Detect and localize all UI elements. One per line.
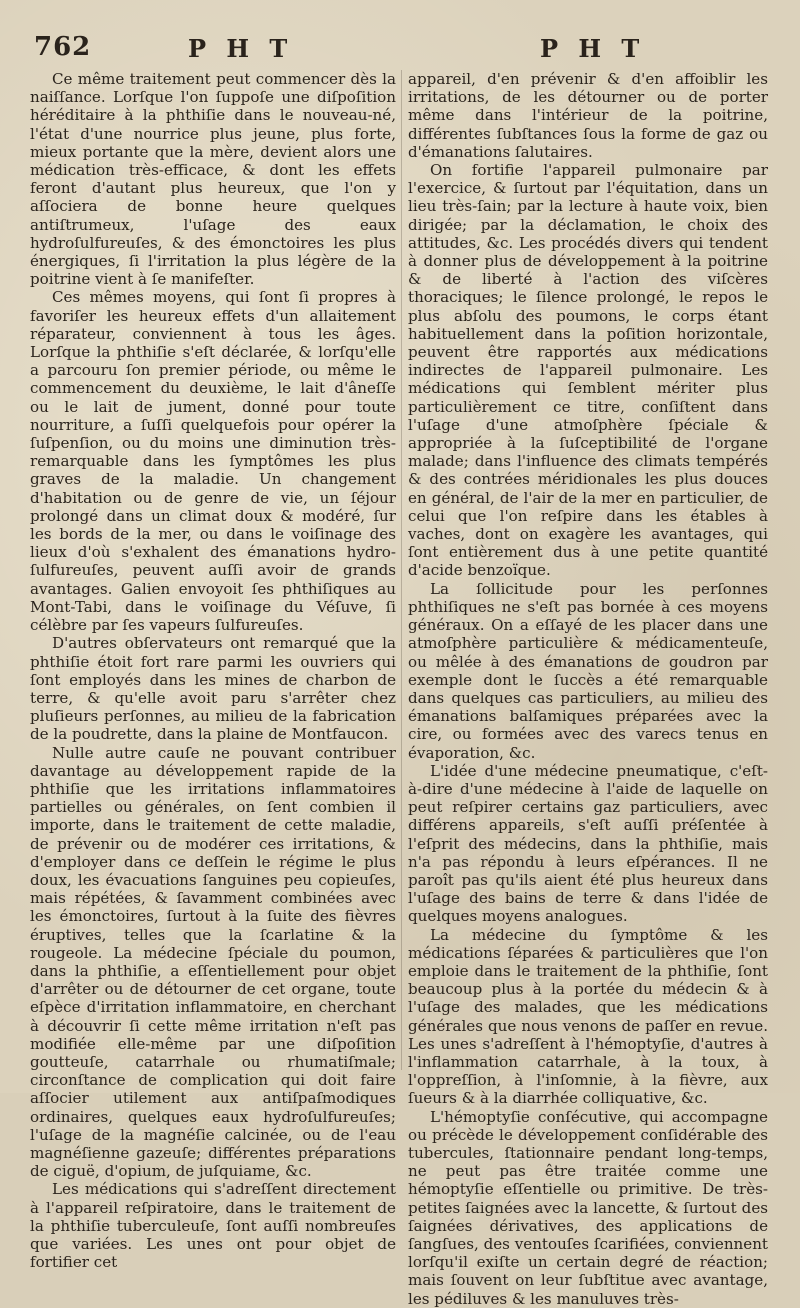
paragraph: appareil, d'en prévenir & d'en affoiblir les irritations, de les détourner ou de porter même dans l'intérieur de la poitrine, différentes ſubſtances ſous la forme de gaz ou d'émanations ſalutaires. bbox=[408, 70, 768, 161]
page-header bbox=[0, 28, 800, 68]
paragraph: La médecine du ſymptôme & les médications ſéparées & particulières que l'on emploie dans le traitement de la phthiſie, ſont beaucoup plus à la portée du médecin & à l'uſage des malades, que les médications générales que nous venons de paſſer en revue. Les unes s'adreſſent à l'hémoptyſie, d'autres à l'inflammation catarrhale, à la toux, à l'oppreſſion, à l'inſomnie, à la fièvre, aux ſueurs & à la diarrhée colliquative, &c. bbox=[408, 925, 768, 1108]
paragraph: La ſollicitude pour les perſonnes phthiſiques ne s'eſt pas bornée à ces moyens généraux. On a eſſayé de les placer dans une atmoſphère particulière & médicamenteuſe, ou mêlée à des émanations de goudron par exemple dont le ſuccès a été remarquable dans quelques cas particuliers, au milieu des émanations balſamiques préparées avec la cire, ou formées avec des varecs tenus en évaporation, &c. bbox=[408, 579, 768, 762]
column-divider bbox=[401, 70, 402, 1070]
paragraph: D'autres obſervateurs ont remarqué que la phthiſie étoit fort rare parmi les ouvriers qui ſont employés dans les mines de charbon de terre, & qu'elle avoit paru s'arrêter chez pluſieurs perſonnes, au milieu de la fabrication de la poudrette, dans la plaine de Montfaucon. bbox=[30, 634, 396, 744]
paragraph: Nulle autre cauſe ne pouvant contribuer davantage au développement rapide de la phthiſie que les irritations inflammatoires partielles ou générales, on ſent combien il importe, dans le traitement de cette maladie, de prévenir ou de modérer ces irritations, & d'employer dans ce deſſein le régime le plus doux, les évacuations ſanguines peu copieuſes, mais répétées, & ſavamment combinées avec les émonctoires, ſurtout à la ſuite des fièvres éruptives, telles que la ſcarlatine & la rougeole. La médecine ſpéciale du poumon, dans la phthiſie, a eſſentiellement pour objet d'arrêter ou de détourner de cet organe, toute eſpèce d'irritation inflammatoire, en cherchant à découvrir ſi cette même irritation n'eſt pas modifiée elle-même par une diſpoſition goutteuſe, catarrhale ou rhumatiſmale; circonſtance de complication qui doit faire aſſocier utilement aux antiſpaſmodiques ordinaires, quelques eaux hydroſulfureuſes; l'uſage de la magnéſie calcinée, ou de l'eau magnéſienne gazeuſe; différentes préparations de ciguë, d'opium, de juſquiame, &c. bbox=[30, 743, 396, 1181]
paragraph: On fortifie l'appareil pulmonaire par l'exercice, & ſurtout par l'équitation, dans un lieu très-ſain; par la lecture à haute voix, bien dirigée; par la déclamation, le choix des attitudes, &c. Les procédés divers qui tendent à donner plus de développement à la poitrine & de liberté à l'action des viſcères thoraciques; le ſilence prolongé, le repos le plus abſolu des poumons, le corps étant habituellement dans la poſition horizontale, peuvent être rapportés aux médications indirectes de l'appareil pulmonaire. Les médications qui ſemblent mériter plus particulièrement ce titre, conſiſtent dans l'uſage d'une atmoſphère ſpéciale & appropriée à la ſuſceptibilité de l'organe malade; dans l'influence des climats tempérés & des contrées méridionales les plus douces en général, de l'air de la mer en particulier, de celui que l'on reſpire dans les étables à vaches, dont on exagère les avantages, qui ſont entièrement dus à une petite quantité d'acide benzoïque. bbox=[408, 161, 768, 580]
paragraph: L'hémoptyſie conſécutive, qui accompagne ou précède le développement conſidérable des tubercules, ſtationnaire pendant long-temps, ne peut pas être traitée comme une hémoptyſie eſſentielle ou primitive. De très-petites ſaignées avec la lancette, & ſurtout des ſaignées dérivatives, des applications de ſangſues, des ventouſes ſcarifiées, conviennent lorſqu'il exiſte un certain degré de réaction; mais ſouvent on leur ſubſtitue avec avantage, les pédiluves & les manuluves très- bbox=[408, 1107, 768, 1308]
right-column bbox=[408, 70, 768, 1308]
paragraph: Ces mêmes moyens, qui ſont ſi propres à favoriſer les heureux effets d'un allaitement réparateur, conviennent à tous les âges. Lorſque la phthiſie s'eſt déclarée, & lorſqu'elle a parcouru ſon premier période, ou même le commencement du deuxième, le lait d'âneſſe ou le lait de jument, donné pour toute nourriture, a ſuſſi quelquefois pour opérer la ſuſpenſion, ou du moins une diminution très-remarquable dans les ſymptômes les plus graves de la maladie. Un changement d'habitation ou de genre de vie, un ſéjour prolongé dans un climat doux & modéré, ſur les bords de la mer, ou dans le voiſinage des lieux d'où s'exhalent des émanations hydro-ſulfureuſes, peuvent auſſi avoir de grands avantages. Galien envoyoit ſes phthiſiques au Mont-Tabi, dans le voiſinage du Véſuve, ſi célèbre par ſes vapeurs ſulfureuſes. bbox=[30, 288, 396, 635]
page-number: 762 bbox=[34, 32, 92, 62]
paragraph: Ce même traitement peut commencer dès la naiſſance. Lorſque l'on ſuppoſe une diſpoſition héréditaire à la phthiſie dans le nouveau-né, l'état d'une nourrice plus jeune, plus forte, mieux portante que la mère, devient alors une médication très-efficace, & dont les effets feront d'autant plus heureux, que l'on y aſſociera de bonne heure quelques antiſtrumeux, l'uſage des eaux hydroſulfureuſes, & des émonctoires les plus énergiques, ſi l'irritation la plus légère de la poitrine vient à ſe manifeſter. bbox=[30, 70, 396, 289]
left-column bbox=[30, 70, 396, 1272]
running-head-right: P H T bbox=[540, 34, 646, 63]
paragraph: Les médications qui s'adreſſent directement à l'appareil reſpiratoire, dans le traitement de la phthiſie tuberculeuſe, ſont auſſi nombreuſes que variées. Les unes ont pour objet de fortifier cet bbox=[30, 1180, 396, 1272]
paragraph: L'idée d'une médecine pneumatique, c'eſt-à-dire d'une médecine à l'aide de laquelle on peut reſpirer certains gaz particuliers, avec différens appareils, s'eſt auſſi préſentée à l'eſprit des médecins, dans la phthiſie, mais n'a pas répondu à leurs eſpérances. Il ne paroît pas qu'ils aient été plus heureux dans l'uſage des bains de terre & dans l'idée de quelques moyens analogues. bbox=[408, 761, 768, 926]
running-head-left: P H T bbox=[188, 34, 294, 63]
